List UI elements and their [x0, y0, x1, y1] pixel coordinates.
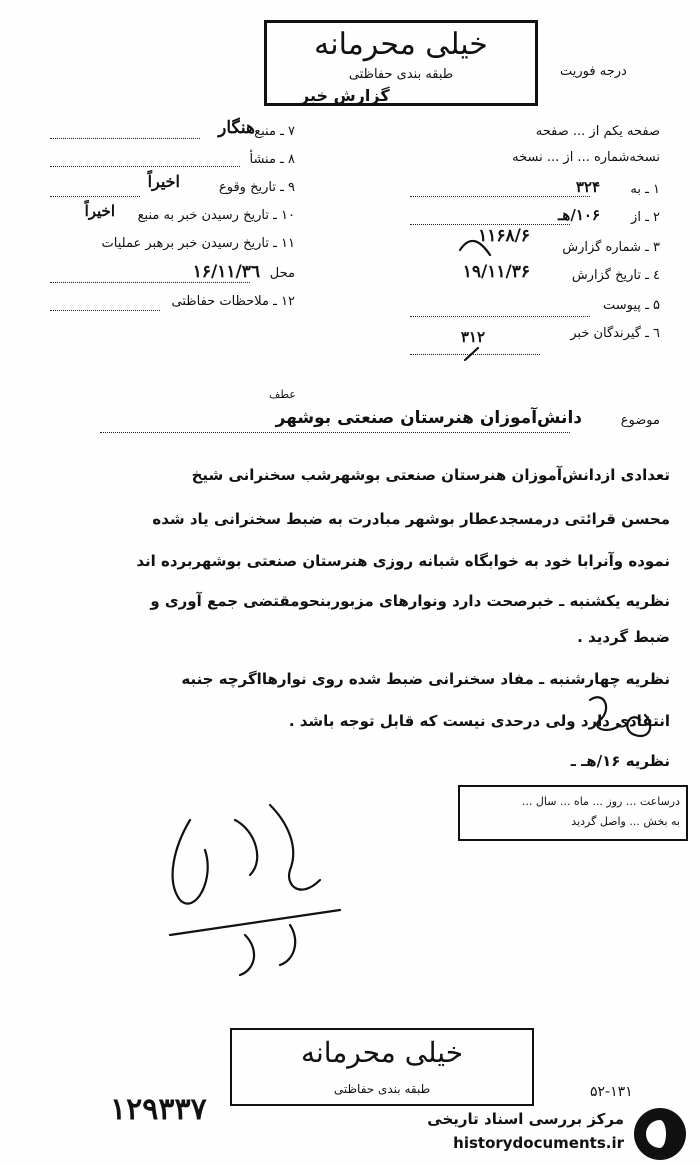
bottom-classification-stamp [230, 1028, 534, 1106]
report-kind: گزارش خبر [300, 86, 390, 105]
date-value: ۱۶/۱۱/۳٦ [192, 262, 260, 282]
receipt-line-1: درساعت ... روز ... ماه ... سال ... [521, 795, 680, 808]
body-line-2: محسن قرائتی درمسجدعطار بوشهر مبادرت به ضبط سخنرانی یاد شده [152, 510, 670, 528]
body-line-8: نظریه ۱۶/هـ ـ [570, 752, 670, 770]
field-10-label: ۱۰ ـ تاریخ رسیدن خبر به منبع [137, 208, 295, 223]
field-10-value: اخیراً [84, 202, 115, 220]
field-9-value: اخیراً [147, 172, 180, 191]
body-line-4: نظریه یکشنبه ـ خبرصحت دارد ونوارهای مزبوربنحومقتضی جمع آوری و [150, 592, 670, 610]
subject-text: دانش‌آموزان هنرستان صنعتی بوشهر [275, 408, 582, 428]
field-7-label: ۷ ـ منبع [254, 124, 295, 139]
field-3-label: ۳ ـ شماره گزارش [562, 240, 660, 255]
field-4-label: ٤ ـ تاریخ گزارش [571, 268, 660, 283]
body-line-5: ضبط گردید . [577, 628, 670, 646]
place-label: محل [269, 266, 295, 281]
stamp-bottom-classification: طبقه بندی حفاظتی [333, 1082, 431, 1096]
stamp-top-classification: طبقه بندی حفاظتی [348, 67, 454, 82]
watermark-line-1: مرکز بررسی اسناد تاریخی [427, 1110, 624, 1128]
watermark-line-2: historydocuments.ir [453, 1134, 624, 1152]
body-line-1: تعدادی ازدانش‌آموزان هنرستان صنعتی بوشهرشب سخنرانی شیخ [191, 466, 670, 484]
field-8-label: ۸ ـ منشأ [249, 152, 295, 167]
page-code: ۵۲-۱۳۱ [590, 1084, 633, 1100]
field-6-value: ۳۱۲ [460, 328, 485, 346]
field-1-label: ۱ ـ به [630, 182, 660, 197]
receipt-line-2: به بخش ... واصل گردید [571, 815, 680, 828]
page-field: صفحه یکم از ... صفحه [535, 124, 660, 139]
priority-label: درجه فوریت [560, 64, 627, 79]
archive-watermark [410, 1106, 690, 1162]
copy-field: نسخه‌شماره ... از ... نسخه [512, 150, 660, 165]
body-line-7: انتقادی دارد ولی درحدی نیست که قابل توجه باشد . [288, 712, 670, 730]
field-5-label: ۵ ـ پیوست [603, 298, 660, 313]
field-6-label: ٦ ـ گیرندگان خبر [570, 326, 660, 341]
field-2-value: ۱۰۶/هـ [558, 206, 600, 224]
subject-label: موضوع [620, 413, 660, 428]
field-3-value: ۱۱۶۸/۶ [478, 226, 530, 246]
field-4-value: ۱۹/۱۱/۳۶ [462, 262, 530, 282]
stamp-top-text: خیلی محرمانه [314, 27, 488, 62]
field-7-value: هنگار [218, 118, 255, 138]
body-line-3: نموده وآنرابا خود به خوابگاه شبانه روزی هنرستان صنعتی بوشهربرده اند [136, 552, 670, 570]
archive-logo-icon [634, 1108, 686, 1160]
stamp-bottom-text: خیلی محرمانه [300, 1036, 464, 1069]
subject-annotation: عطف [269, 388, 296, 401]
handwritten-number: ۱۲۹۳۳۷ [110, 1092, 207, 1127]
field-12-label: ۱۲ ـ ملاحظات حفاظتی [171, 294, 295, 309]
field-9-label: ۹ ـ تاریخ وقوع [218, 180, 295, 195]
field-2-label: ۲ ـ از [631, 210, 660, 225]
field-11-label: ۱۱ ـ تاریخ رسیدن خبر برهبر عملیات [101, 236, 295, 251]
field-1-value: ۳۲۴ [575, 178, 600, 196]
body-line-6: نظریه چهارشنبه ـ مفاد سخنرانی ضبط شده روی نوارهااگرچه جنبه [181, 670, 670, 688]
